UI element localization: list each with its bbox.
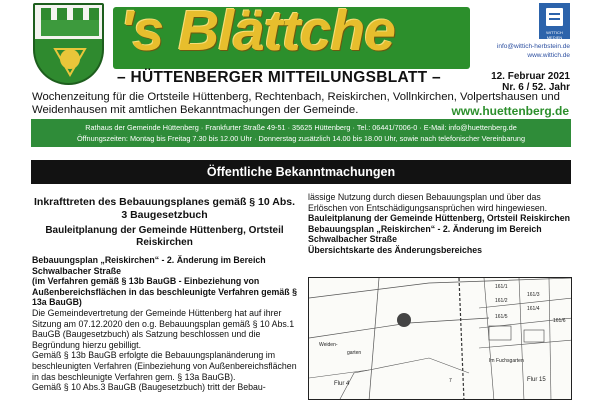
section-header: Öffentliche Bekanntmachungen	[31, 160, 571, 184]
map-label-field: Weiden-	[319, 342, 338, 348]
map-parcel-7: 7	[449, 378, 452, 384]
paragraph-procedure: Gemäß § 13b BauGB erfolgte die Bebauungsplanänderung im beschleunigten Verfahren (Einbeziehung von Außenbereichsflächen in das beschleunigte Verfahren gem. § 13a BauGB).	[32, 350, 297, 382]
map-parcel-2: 161/2	[495, 298, 508, 304]
overview-map	[308, 277, 572, 400]
newspaper-description: Wochenzeitung für die Ortsteile Hüttenberg, Rechtenbach, Reiskirchen, Vollnkirchen, Volpertshausen und Weidenhausen mit amtlichen Bekanntmachungen der Gemeinde.	[32, 91, 560, 116]
map-label-garden: garten	[347, 350, 362, 356]
right-heading-planning: Bauleitplanung der Gemeinde Hüttenberg, Ortsteil Reiskirchen	[308, 213, 571, 224]
plan-title: Bebauungsplan „Reiskirchen“ - 2. Änderung im Bereich Schwalbacher Straße	[32, 255, 266, 276]
paragraph-effect: Gemäß § 10 Abs.3 BauGB (Baugesetzbuch) tritt der Bebau-	[32, 382, 266, 393]
publisher-logo-label: WITTICH MEDIEN	[546, 30, 563, 40]
municipal-coat-of-arms	[33, 3, 104, 85]
site-url-link[interactable]: www.huettenberg.de	[451, 104, 569, 118]
town-hall-address: Rathaus der Gemeinde Hüttenberg · Frankfurter Straße 49-51 · 35625 Hüttenberg · Tel.: 06441/7006-0 · E-Mail: info@huettenberg.de	[85, 123, 517, 132]
right-heading-map: Übersichtskarte des Änderungsbereiches	[308, 244, 483, 255]
issue-date: 12. Februar 2021	[491, 71, 570, 82]
publisher-contact	[497, 43, 570, 60]
map-parcel-3: 161/3	[527, 292, 540, 298]
article-left-column	[32, 192, 297, 393]
article-right-column	[308, 192, 572, 256]
town-hall-info-bar	[31, 119, 571, 147]
newspaper-subtitle: – HÜTTENBERGER MITTEILUNGSBLATT –	[117, 69, 441, 86]
issue-number: Nr. 6 / 52. Jahr	[502, 82, 570, 93]
overview-map-drawing	[309, 278, 572, 400]
article-subheading: Bauleitplanung der Gemeinde Hüttenberg, Ortsteil Reiskirchen	[45, 225, 284, 248]
map-label-flur-4: Flur 4	[334, 381, 350, 387]
right-heading-plan: Bebauungsplan „Reiskirchen“ - 2. Änderung im Bereich Schwalbacher Straße	[308, 223, 542, 245]
issue-info	[491, 71, 570, 93]
map-parcel-1: 161/1	[495, 284, 508, 290]
publisher-email[interactable]: info@wittich-herbstein.de	[496, 43, 570, 50]
newspaper-title: 's Blättche	[120, 0, 395, 63]
paragraph-resolution: Die Gemeindevertretung der Gemeinde Hüttenberg hat auf ihrer Sitzung am 07.12.2020 den o.g. Bebauungsplan gemäß § 10 Abs.1 BauGB (Baugesetzbuch) als Satzung beschlossen und die Begründung hierzu gebilligt.	[32, 307, 295, 350]
article-heading: Inkrafttreten des Bebauungsplanes gemäß § 10 Abs. 3 Baugesetzbuch	[33, 196, 296, 221]
map-label-flur-15: Flur 15	[527, 377, 546, 383]
map-label-street: Im Fuchsgarten	[489, 358, 524, 364]
publisher-web[interactable]: www.wittich.de	[527, 51, 570, 59]
map-parcel-5: 161/5	[495, 314, 508, 320]
map-parcel-6: 161/6	[553, 318, 566, 324]
compensation-note: lässige Nutzung durch diesen Bebauungsplan und über das Erlöschen von Entschädigungsansprüchen wird hingewiesen.	[308, 192, 548, 213]
procedure-note: (im Verfahren gemäß § 13b BauGB - Einbeziehung von Außenbereichsflächen in das beschleunigte Verfahren gemäß § 13a BauGB)	[32, 276, 297, 308]
town-hall-hours: Öffnungszeiten: Montag bis Freitag 7.30 bis 12.00 Uhr · Donnerstag zusätzlich 14.00 bis 18.00 Uhr, sowie nach telefonischer Vereinbarung	[76, 134, 526, 143]
map-parcel-4: 161/4	[527, 306, 540, 312]
